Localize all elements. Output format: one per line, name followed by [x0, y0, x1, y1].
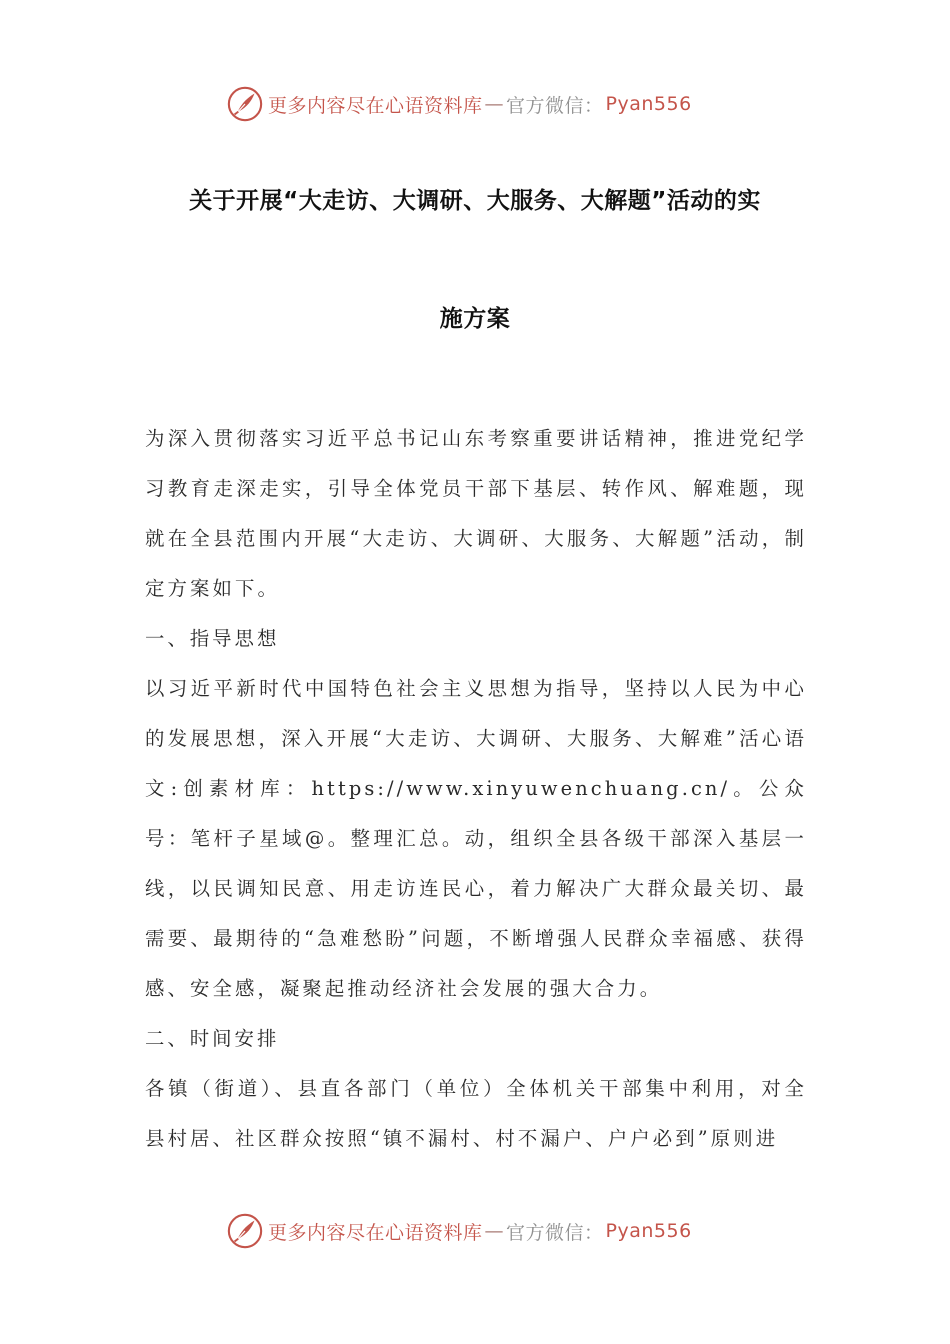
- intro-paragraph: 为深入贯彻落实习近平总书记山东考察重要讲话精神，推进党纪学习教育走深走实，引导全体党员干部下基层、转作风、解难题，现就在全县范围内开展“大走访、大调研、大服务、大解题”活动，制定方案如下。: [145, 427, 807, 600]
- quill-pen-icon: [226, 1212, 264, 1250]
- banner-site-name: 更多内容尽在心语资料库: [268, 94, 483, 117]
- banner-dash: —: [484, 1220, 505, 1242]
- footer-watermark-banner: [226, 1209, 746, 1253]
- banner-dash: —: [484, 93, 505, 115]
- quill-pen-icon: [226, 85, 264, 123]
- section-1-heading: 一、指导思想: [145, 627, 280, 650]
- banner-wechat-id: Pyan556: [605, 93, 692, 115]
- document-title-line-2: 施方案: [439, 306, 511, 332]
- section-2-paragraph: 各镇（街道）、县直各部门（单位）全体机关干部集中利用，对全县村居、社区群众按照“镇不漏村、村不漏户、户户必到”原则进: [145, 1077, 807, 1150]
- section-1-paragraph: 以习近平新时代中国特色社会主义思想为指导，坚持以人民为中心的发展思想，深入开展“大走访、大调研、大服务、大解难”活心语文:创素材库：https://www.xinyuwenchuang.cn/。公众号：笔杆子星域@。整理汇总。动，组织全县各级干部深入基层一线，以民调知民意、用走访连民心，着力解决广大群众最关切、最需要、最期待的“急难愁盼”问题，不断增强人民群众幸福感、获得感、安全感，凝聚起推动经济社会发展的强大合力。: [145, 677, 807, 1000]
- document-body: [145, 414, 807, 1164]
- banner-wechat-id: Pyan556: [605, 1220, 692, 1242]
- section-2-heading: 二、时间安排: [145, 1027, 280, 1050]
- header-watermark-banner: [226, 82, 746, 126]
- document-title-line-1: 关于开展“大走访、大调研、大服务、大解题”活动的实: [189, 188, 761, 214]
- banner-site-name: 更多内容尽在心语资料库: [268, 1221, 483, 1244]
- banner-wechat-label: 官方微信：: [506, 94, 604, 117]
- banner-wechat-label: 官方微信：: [506, 1221, 604, 1244]
